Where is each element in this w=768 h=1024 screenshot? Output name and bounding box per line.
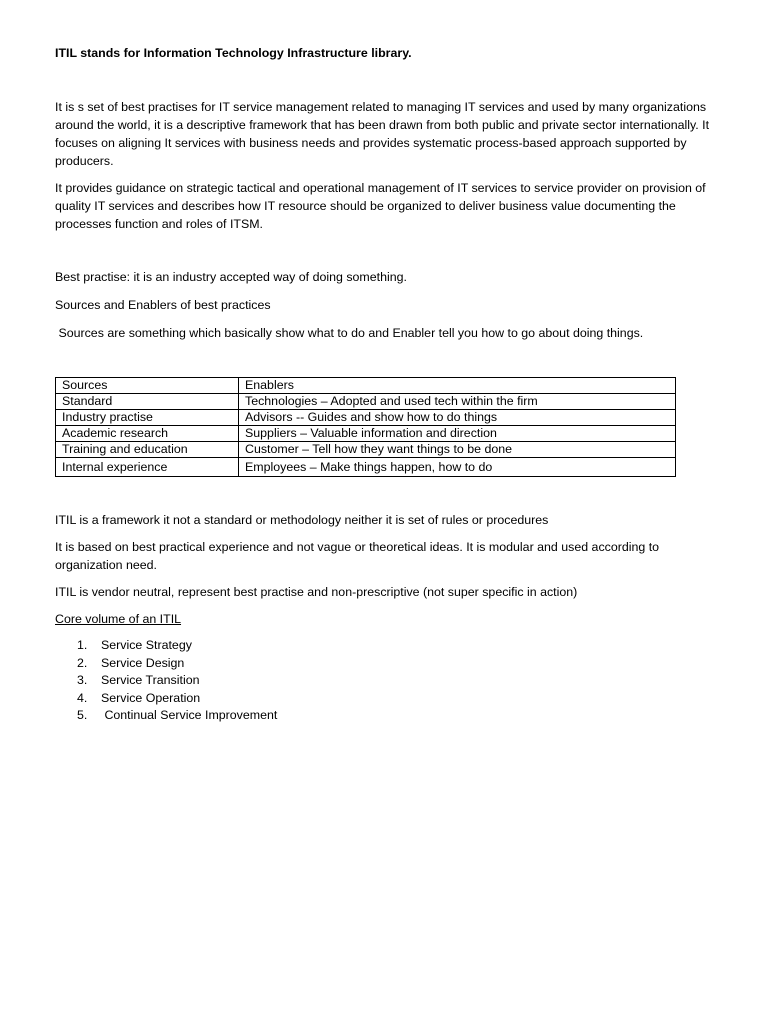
- document-heading: ITIL stands for Information Technology Infrastructure library.: [55, 46, 412, 60]
- list-item-number: 2.: [77, 655, 88, 670]
- table-header-sources: Sources: [56, 378, 239, 394]
- paragraph-guidance: It provides guidance on strategic tactical and operational management of IT services to service provider on provision of quality IT services and describes how IT resource should be organized to deliver business value documenting the processes function and roles of ITSM.: [55, 181, 706, 231]
- list-item: [55, 672, 277, 690]
- paragraph-best-practise: Best practise: it is an industry accepted way of doing something.: [55, 270, 407, 284]
- paragraph-definition: It is s set of best practises for IT service management related to managing IT services and used by many organizations around the world, it is a descriptive framework that has been drawn from both public and private sector internationally. It focuses on aligning It services with business needs and provides systematic process-based approach supported by producers.: [55, 100, 710, 168]
- paragraph-sources-enablers-title: Sources and Enablers of best practices: [55, 298, 271, 312]
- table-cell-source: Internal experience: [56, 458, 239, 477]
- list-item: [55, 707, 277, 725]
- table-cell-enabler: Customer – Tell how they want things to be done: [239, 442, 676, 458]
- list-item: [55, 655, 277, 673]
- table-cell-enabler: Advisors -- Guides and show how to do things: [239, 410, 676, 426]
- list-item-label: Service Operation: [101, 690, 201, 705]
- list-item-number: 3.: [77, 673, 88, 687]
- table-row: [56, 410, 676, 426]
- table-row: [56, 442, 676, 458]
- table-cell-enabler: Suppliers – Valuable information and direction: [239, 426, 676, 442]
- paragraph-framework: ITIL is a framework it not a standard or methodology neither it is set of rules or procedures: [55, 513, 549, 527]
- table-row: [56, 426, 676, 442]
- table-row: [56, 394, 676, 410]
- table-cell-enabler: Technologies – Adopted and used tech within the firm: [239, 394, 676, 410]
- list-item-label: Continual Service Improvement: [101, 708, 278, 722]
- table-cell-source: Industry practise: [56, 410, 239, 426]
- table-cell-source: Academic research: [56, 426, 239, 442]
- paragraph-sources-enablers-desc: Sources are something which basically show what to do and Enabler tell you how to go about doing things.: [55, 326, 644, 340]
- list-item-number: 4.: [77, 690, 88, 705]
- paragraph-vendor-neutral: ITIL is vendor neutral, represent best practise and non-prescriptive (not super specific in action): [55, 585, 578, 599]
- list-item: [55, 690, 277, 708]
- paragraph-based-on: It is based on best practical experience and not vague or theoretical ideas. It is modular and used according to organization need.: [55, 540, 660, 572]
- list-item-label: Service Design: [101, 655, 185, 670]
- list-item-label: Service Strategy: [101, 638, 192, 652]
- list-item-number: 1.: [77, 638, 88, 652]
- table-header-row: [56, 378, 676, 394]
- core-volume-title: Core volume of an ITIL: [55, 612, 182, 626]
- table-header-enablers: Enablers: [239, 378, 676, 394]
- list-item-label: Service Transition: [101, 673, 200, 687]
- table-cell-enabler: Employees – Make things happen, how to do: [239, 458, 676, 477]
- sources-enablers-table: [55, 377, 676, 477]
- table-cell-source: Training and education: [56, 442, 239, 458]
- core-volume-list: [55, 637, 277, 725]
- table-row: [56, 458, 676, 477]
- list-item-number: 5.: [77, 708, 88, 722]
- table-cell-source: Standard: [56, 394, 239, 410]
- list-item: [55, 637, 277, 655]
